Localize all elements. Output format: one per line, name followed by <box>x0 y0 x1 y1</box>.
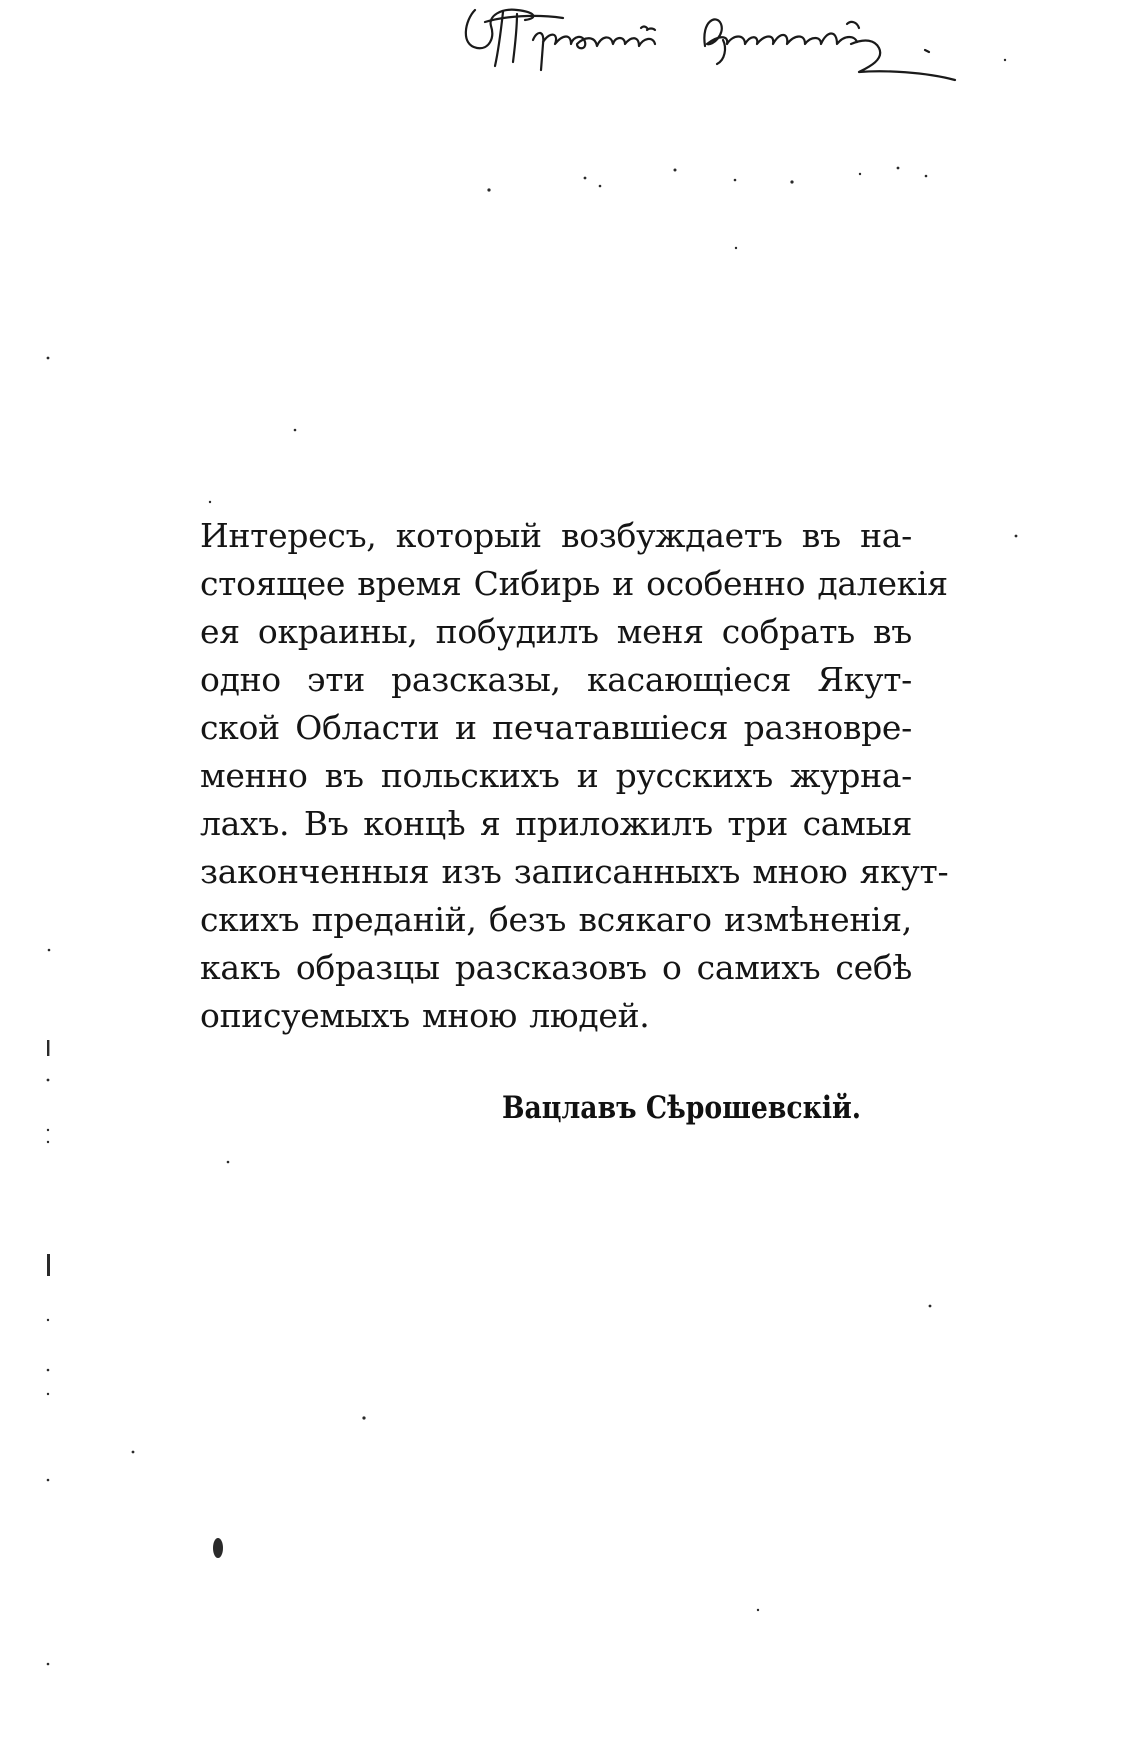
preface-line: Интересъ, который возбуждаетъ въ на- <box>200 516 912 555</box>
preface-line: ея окраины, побудилъ меня собрать въ <box>200 612 912 651</box>
handwritten-signature <box>455 0 1015 100</box>
preface-line: какъ образцы разсказовъ о самихъ себѣ <box>200 948 912 987</box>
preface-text <box>200 512 949 1040</box>
preface-line: стоящее время Сибирь и особенно далекія <box>200 564 948 603</box>
preface-line: описуемыхъ мною людей. <box>200 996 650 1035</box>
author-signature-printed: Вацлавъ Сѣрошевскій. <box>502 1090 862 1126</box>
preface-line: ской Области и печатавшіеся разновре- <box>200 708 912 747</box>
preface-line: одно эти разсказы, касающіеся Якут- <box>200 660 912 699</box>
preface-line: лахъ. Въ концѣ я приложилъ три самыя <box>200 804 912 843</box>
preface-line: законченныя изъ записанныхъ мною якут- <box>200 852 949 891</box>
preface-line: скихъ преданій, безъ всякаго измѣненія, <box>200 900 912 939</box>
preface-line: менно въ польскихъ и русскихъ журна- <box>200 756 912 795</box>
